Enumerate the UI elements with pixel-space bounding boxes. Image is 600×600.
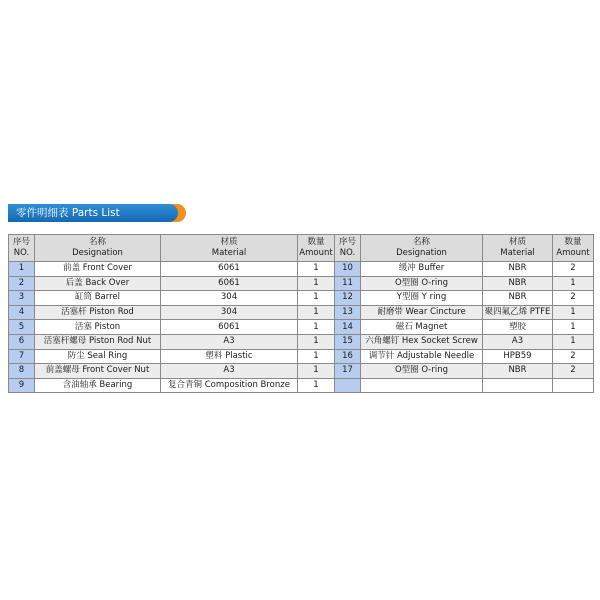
part-amount: 2 <box>553 364 594 379</box>
part-amount <box>553 378 594 393</box>
part-number: 10 <box>335 262 361 277</box>
part-material: 6061 <box>161 262 298 277</box>
part-amount: 2 <box>553 291 594 306</box>
part-material: NBR <box>483 276 553 291</box>
part-designation: 后盖 Back Over <box>35 276 161 291</box>
part-designation: 前盖 Front Cover <box>35 262 161 277</box>
part-amount: 2 <box>553 349 594 364</box>
table-header-row <box>9 235 594 262</box>
part-material: NBR <box>483 364 553 379</box>
part-material: 聚四氟乙烯 PTFE <box>483 305 553 320</box>
header-designation-left: 名称 Designation <box>35 235 161 262</box>
part-material: 塑胶 <box>483 320 553 335</box>
header-material-left: 材质 Material <box>161 235 298 262</box>
part-amount: 1 <box>298 262 335 277</box>
table-row <box>9 378 594 393</box>
part-material: 304 <box>161 291 298 306</box>
part-number: 9 <box>9 378 35 393</box>
part-number: 6 <box>9 334 35 349</box>
table-row <box>9 291 594 306</box>
part-amount: 1 <box>298 291 335 306</box>
part-material: HPB59 <box>483 349 553 364</box>
part-designation: 磁石 Magnet <box>361 320 483 335</box>
table-row <box>9 334 594 349</box>
part-number: 1 <box>9 262 35 277</box>
part-number: 4 <box>9 305 35 320</box>
part-designation: 缓冲 Buffer <box>361 262 483 277</box>
header-amount-right: 数量 Amount <box>553 235 594 262</box>
part-designation: 活塞 Piston <box>35 320 161 335</box>
part-number: 15 <box>335 334 361 349</box>
part-designation: 耐磨带 Wear Cincture <box>361 305 483 320</box>
part-amount: 1 <box>298 378 335 393</box>
table-row <box>9 320 594 335</box>
part-amount: 2 <box>553 262 594 277</box>
part-number: 7 <box>9 349 35 364</box>
part-number: 3 <box>9 291 35 306</box>
part-material <box>483 378 553 393</box>
part-material: A3 <box>483 334 553 349</box>
header-material-right: 材质 Material <box>483 235 553 262</box>
part-amount: 1 <box>298 364 335 379</box>
part-amount: 1 <box>298 276 335 291</box>
part-designation: 防尘 Seal Ring <box>35 349 161 364</box>
part-number: 2 <box>9 276 35 291</box>
part-number: 8 <box>9 364 35 379</box>
part-designation: 活塞杆 Piston Rod <box>35 305 161 320</box>
part-designation: 前盖螺母 Front Cover Nut <box>35 364 161 379</box>
part-amount: 1 <box>298 349 335 364</box>
part-designation: Y型圈 Y ring <box>361 291 483 306</box>
part-designation: 含油轴承 Bearing <box>35 378 161 393</box>
table-row <box>9 364 594 379</box>
part-number: 17 <box>335 364 361 379</box>
header-no-right: 序号 NO. <box>335 235 361 262</box>
part-amount: 1 <box>553 305 594 320</box>
part-designation: O型圈 O-ring <box>361 276 483 291</box>
part-material: 304 <box>161 305 298 320</box>
part-amount: 1 <box>553 276 594 291</box>
part-number: 16 <box>335 349 361 364</box>
part-number: 5 <box>9 320 35 335</box>
part-designation: 缸筒 Barrel <box>35 291 161 306</box>
part-designation <box>361 378 483 393</box>
parts-list-table <box>8 234 594 393</box>
part-amount: 1 <box>553 334 594 349</box>
part-material: NBR <box>483 262 553 277</box>
table-row <box>9 276 594 291</box>
part-amount: 1 <box>298 334 335 349</box>
part-amount: 1 <box>298 320 335 335</box>
part-number: 12 <box>335 291 361 306</box>
part-number: 14 <box>335 320 361 335</box>
part-material: A3 <box>161 364 298 379</box>
part-material: A3 <box>161 334 298 349</box>
part-designation: 调节针 Adjustable Needle <box>361 349 483 364</box>
part-number <box>335 378 361 393</box>
part-amount: 1 <box>553 320 594 335</box>
table-row <box>9 262 594 277</box>
part-designation: 活塞杆螺母 Piston Rod Nut <box>35 334 161 349</box>
part-material: 复合青铜 Composition Bronze <box>161 378 298 393</box>
table-row <box>9 305 594 320</box>
part-amount: 1 <box>298 305 335 320</box>
part-number: 11 <box>335 276 361 291</box>
table-row <box>9 349 594 364</box>
part-material: 塑料 Plastic <box>161 349 298 364</box>
header-amount-left: 数量 Amount <box>298 235 335 262</box>
header-designation-right: 名称 Designation <box>361 235 483 262</box>
part-material: 6061 <box>161 276 298 291</box>
part-designation: 六角螺钉 Hex Socket Screw <box>361 334 483 349</box>
part-designation: O型圈 O-ring <box>361 364 483 379</box>
parts-list-title: 零件明细表 Parts List <box>16 207 120 219</box>
parts-list-title-bar <box>8 204 186 222</box>
part-number: 13 <box>335 305 361 320</box>
header-no-left: 序号 NO. <box>9 235 35 262</box>
part-material: NBR <box>483 291 553 306</box>
title-blue-tab <box>8 204 178 222</box>
part-material: 6061 <box>161 320 298 335</box>
